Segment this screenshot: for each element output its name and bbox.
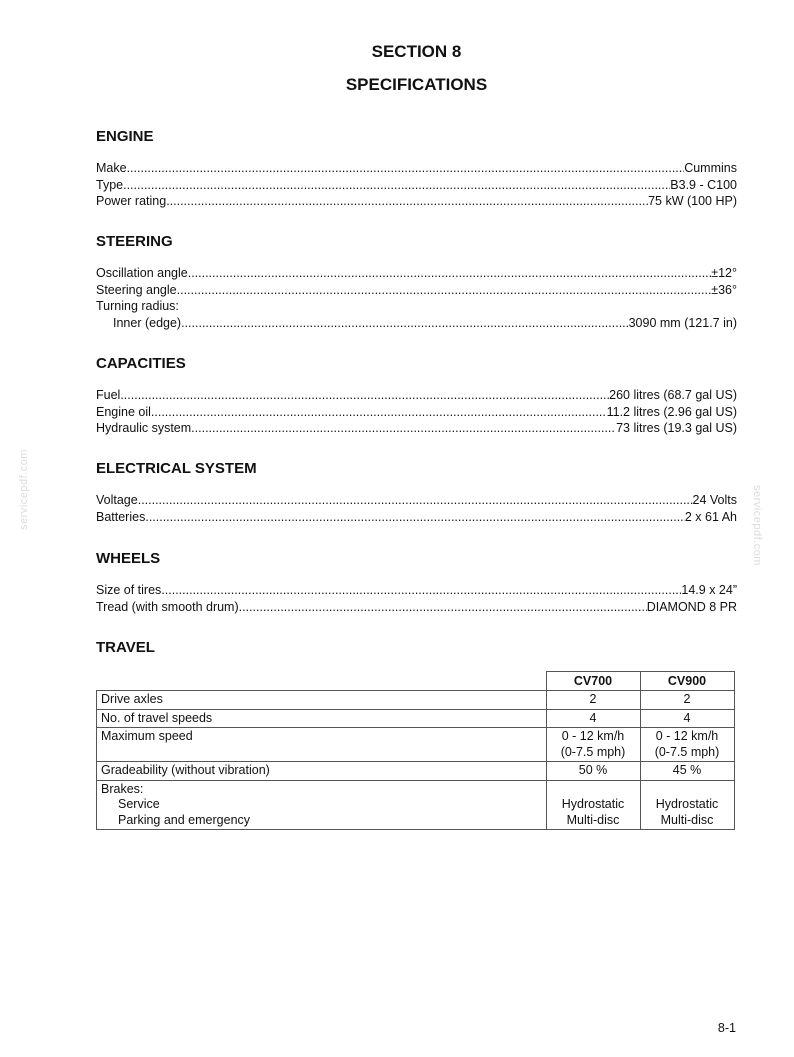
cv700-cell: 4 [546,709,640,728]
spec-value: ±36° [711,282,737,297]
spec-row [96,160,737,177]
spec-row [96,492,737,509]
table-row [97,691,735,710]
section-heading: TRAVEL [96,639,155,656]
leader-dots [138,492,693,509]
spec-label: Batteries [96,509,146,524]
spec-value: 14.9 x 24” [681,583,737,597]
leader-dots [177,282,712,299]
cv900-cell [640,728,734,762]
spec-row [96,315,737,332]
cell-line: Multi-disc [660,812,714,827]
spec-row [96,387,737,404]
row-label: No. of travel speeds [97,709,547,728]
spec-label: Inner (edge) [113,315,182,330]
spec-row [96,509,737,526]
row-label [97,780,547,830]
spec-row [96,599,737,616]
spec-value: 24 Volts [692,493,737,507]
brakes-label: Brakes: [101,781,144,796]
spec-label: Tread (with smooth drum) [96,599,239,614]
section-number: SECTION 8 [371,42,462,61]
cell-line: Multi-disc [566,812,620,827]
spec-value: 2 x 61 Ah [684,509,737,524]
spec-value: 11.2 litres (2.96 gal US) [606,404,737,419]
section-heading: ELECTRICAL SYSTEM [96,460,257,477]
page-number: 8-1 [717,1021,736,1035]
column-header: CV700 [546,672,640,691]
spec-value: 75 kW (100 HP) [648,194,737,208]
row-label: Gradeability (without vibration) [97,762,547,781]
spec-label: Fuel [96,388,121,402]
cell-line: Hydrostatic [561,797,625,811]
spec-row [96,193,737,210]
spec-row [96,177,737,194]
cell-line: (0-7.5 mph) [560,744,626,759]
cv900-cell: 4 [640,709,734,728]
cv700-cell [546,728,640,762]
watermark-right: servicepdf.com [751,485,763,566]
spec-label: Type [96,177,124,192]
leader-dots [145,509,685,526]
spec-label: Hydraulic system [96,421,192,435]
section-heading: CAPACITIES [96,355,186,372]
spec-row [96,582,737,599]
capacities-section [96,355,737,437]
leader-dots [191,420,616,437]
row-label: Drive axles [97,691,547,710]
spec-value: ±12° [711,266,737,280]
cell-line: Hydrostatic [655,797,719,811]
table-row [97,709,735,728]
service-label: Service [118,797,160,811]
spec-value: DIAMOND 8 PR [646,599,737,614]
page-title: SPECIFICATIONS [345,75,488,94]
spec-row [96,298,737,315]
table-row [97,780,735,830]
leader-dots [181,315,629,332]
spec-label: Size of tires [96,583,162,597]
cell-line: 0 - 12 km/h [561,729,625,743]
leader-dots [166,193,648,210]
cell-line: (0-7.5 mph) [654,744,720,759]
spec-row [96,265,737,282]
spec-row [96,282,737,299]
electrical-section [96,460,737,525]
spec-value: 260 litres (68.7 gal US) [609,388,737,402]
leader-dots [239,599,647,616]
spec-label: Engine oil [96,404,151,419]
cv900-cell: 45 % [640,762,734,781]
column-header: CV900 [640,672,734,691]
cv900-cell [640,780,734,830]
section-heading: WHEELS [96,550,161,567]
spec-value: 3090 mm (121.7 in) [628,315,737,330]
cv900-cell: 2 [640,691,734,710]
spec-label: Make [96,161,127,175]
cv700-cell: 50 % [546,762,640,781]
section-heading: ENGINE [96,128,154,145]
spec-row [96,420,737,437]
row-label: Maximum speed [97,728,547,762]
travel-table [96,671,735,830]
leader-dots [127,160,685,177]
cv700-cell: 2 [546,691,640,710]
spec-label: Power rating [96,194,167,208]
spec-label: Steering angle [96,282,177,297]
watermark-left: servicepdf.com [18,449,30,530]
spec-row [96,404,737,421]
wheels-section [96,550,737,615]
cell-line: 0 - 12 km/h [655,729,719,743]
spec-value: Cummins [684,161,737,175]
leader-dots [120,387,609,404]
parking-label: Parking and emergency [118,812,251,827]
spec-label: Voltage [96,493,138,507]
travel-section [96,639,737,671]
table-row [97,728,735,762]
leader-dots [188,265,712,282]
leader-dots [123,177,670,194]
table-row [97,762,735,781]
cv700-cell [546,780,640,830]
spec-label: Turning radius: [96,299,179,313]
section-heading: STEERING [96,233,173,250]
leader-dots [151,404,607,421]
spec-value: 73 litres (19.3 gal US) [616,421,737,435]
steering-section [96,233,737,331]
engine-section [96,128,737,210]
spec-value: B3.9 - C100 [670,177,737,192]
spec-label: Oscillation angle [96,266,188,280]
table-corner [97,672,547,691]
leader-dots [161,582,681,599]
table-header-row [97,672,735,691]
